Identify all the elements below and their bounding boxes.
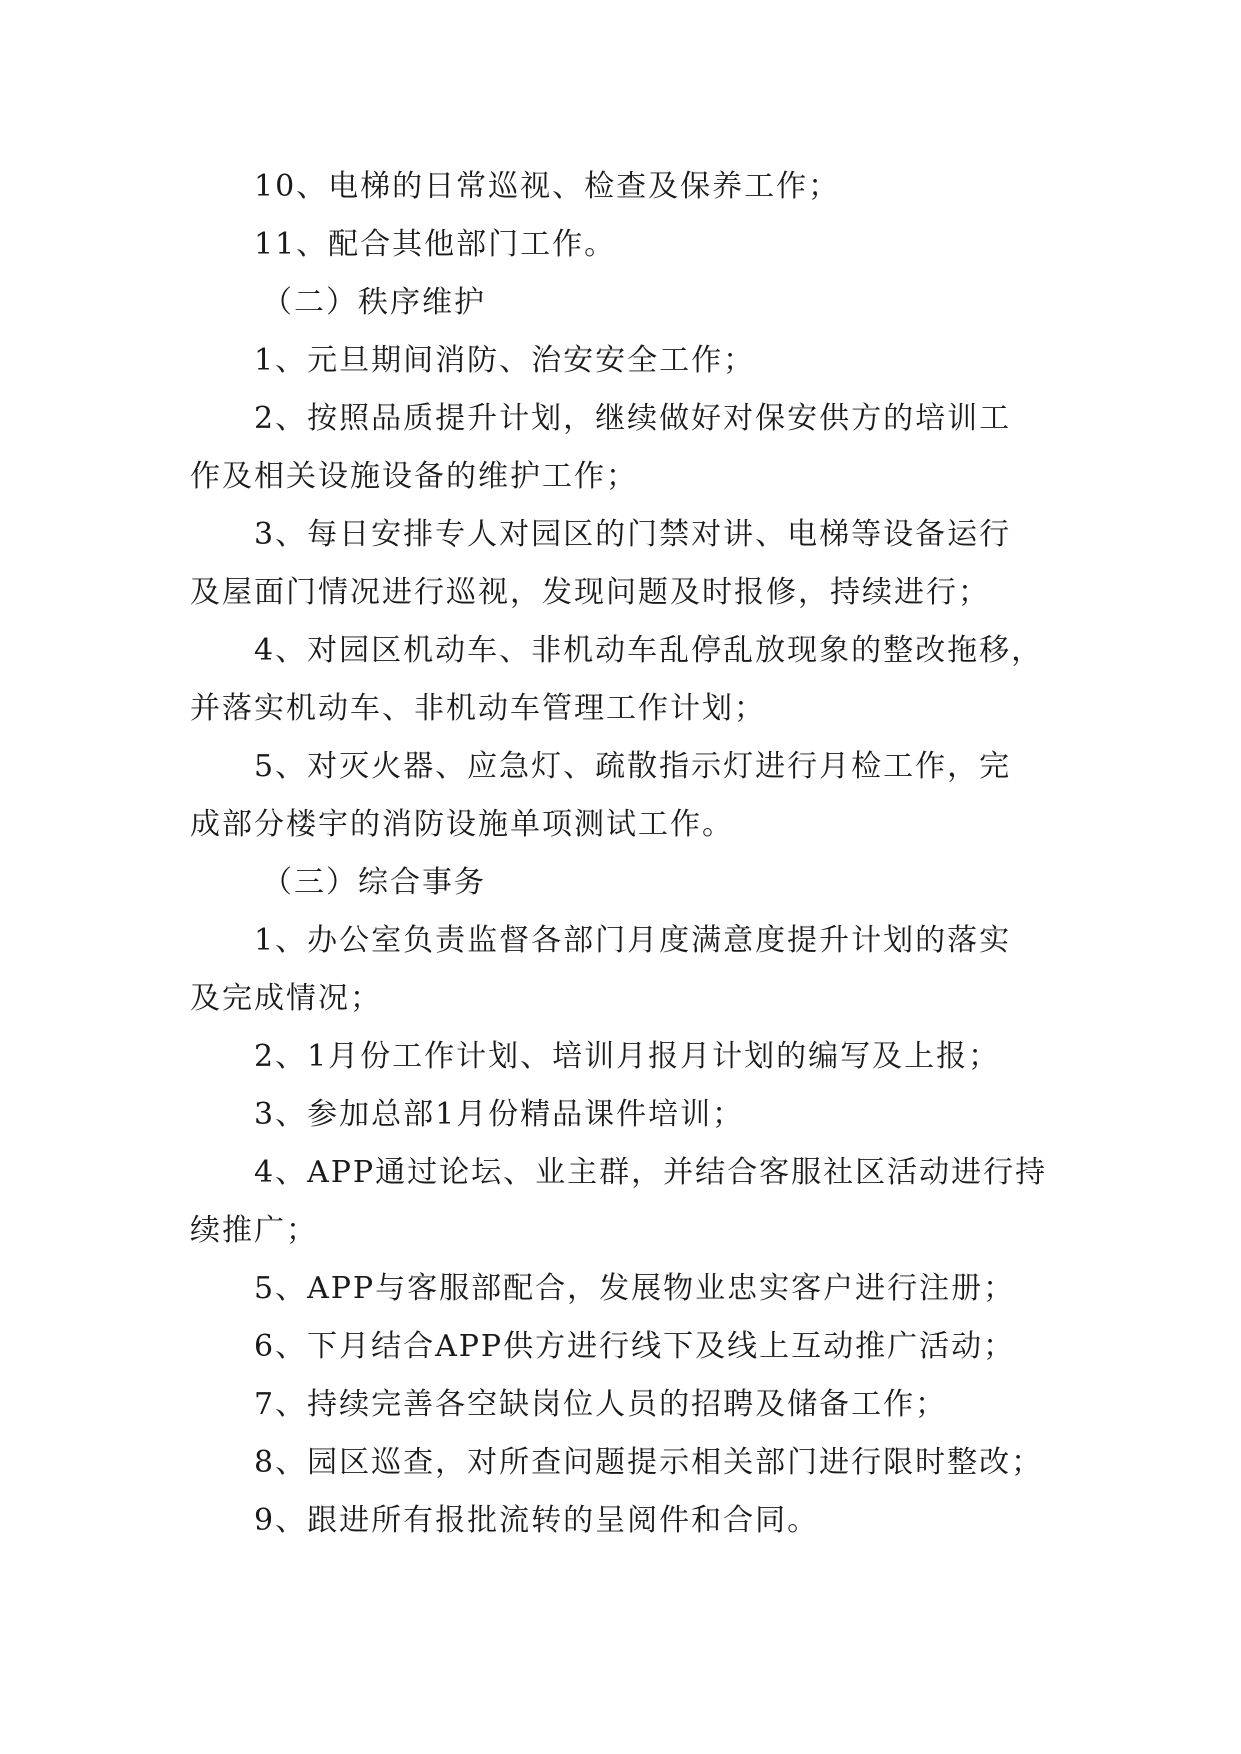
paragraph-continuation: 成部分楼宇的消防设施单项测试工作。 [190,807,734,842]
paragraph-line: 1、元旦期间消防、治安安全工作； [254,343,756,378]
paragraph-line: 11、配合其他部门工作。 [254,227,617,262]
paragraph-continuation: 及完成情况； [190,981,382,1016]
paragraph-continuation: 及屋面门情况进行巡视，发现问题及时报修，持续进行； [190,575,990,610]
paragraph-line: 5、对灭火器、应急灯、疏散指示灯进行月检工作，完 [254,749,1012,784]
document-body [190,158,1070,1550]
paragraph-continuation: 续推广； [190,1213,318,1248]
paragraph-continuation: 并落实机动车、非机动车管理工作计划； [190,691,766,726]
paragraph-line: 3、参加总部1月份精品课件培训； [254,1097,745,1132]
paragraph-line: 1、办公室负责监督各部门月度满意度提升计划的落实 [254,923,1012,958]
paragraph-line: 10、电梯的日常巡视、检查及保养工作； [254,169,841,204]
paragraph-line: 7、持续完善各空缺岗位人员的招聘及储备工作； [254,1387,948,1422]
paragraph-line: 6、下月结合APP供方进行线下及线上互动推广活动； [254,1329,1016,1364]
paragraph-line: 4、APP通过论坛、业主群，并结合客服社区活动进行持 [254,1155,1048,1190]
section-heading: （二）秩序维护 [262,285,486,320]
paragraph-line: 8、园区巡查，对所查问题提示相关部门进行限时整改； [254,1445,1044,1480]
paragraph-continuation: 作及相关设施设备的维护工作； [190,459,638,494]
section-heading: （三）综合事务 [262,865,486,900]
paragraph-line: 2、按照品质提升计划，继续做好对保安供方的培训工 [254,401,1012,436]
paragraph-line: 5、APP与客服部配合，发展物业忠实客户进行注册； [254,1271,1016,1306]
paragraph-line: 9、跟进所有报批流转的呈阅件和合同。 [254,1503,820,1538]
paragraph-line: 3、每日安排专人对园区的门禁对讲、电梯等设备运行 [254,517,1012,552]
paragraph-line: 2、1月份工作计划、培训月报月计划的编写及上报； [254,1039,1001,1074]
paragraph-line: 4、对园区机动车、非机动车乱停乱放现象的整改拖移， [254,633,1044,668]
